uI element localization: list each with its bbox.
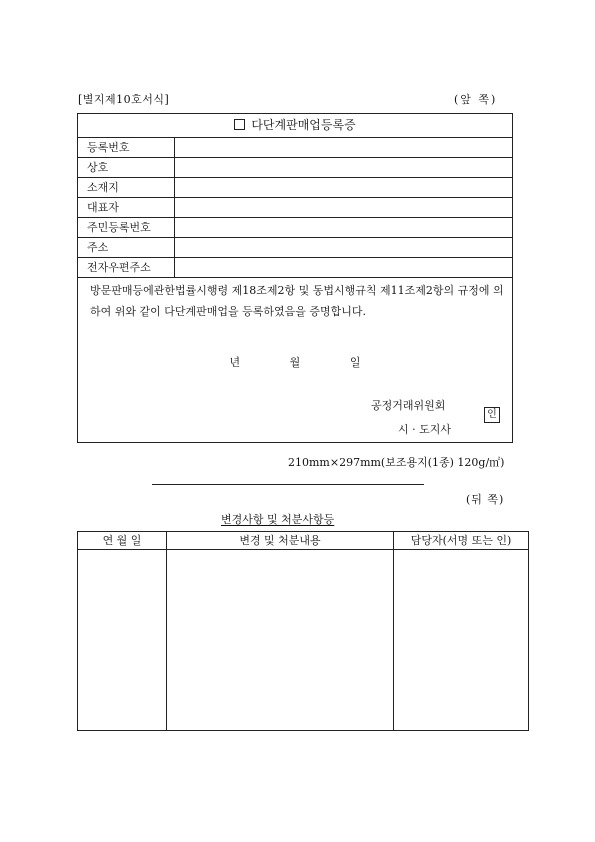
header-date: 연 월 일 [78, 532, 167, 549]
front-side-label: (앞 쪽) [454, 93, 498, 106]
field-label: 상호 [78, 158, 175, 177]
certificate-fields [78, 138, 512, 278]
form-number-label: [별지제10호서식] [78, 93, 170, 106]
issue-date [78, 354, 512, 370]
field-label: 주소 [78, 238, 175, 257]
certificate-title: 다단계판매업등록증 [251, 118, 356, 132]
changes-section-title: 변경사항 및 처분사항등 [221, 513, 335, 526]
column-divider [166, 550, 167, 730]
field-value[interactable] [175, 158, 512, 177]
paper-specification: 210mm×297mm(보조용지(1종) 120g/㎡) [288, 456, 505, 469]
date-month: 월 [289, 356, 301, 369]
field-value[interactable] [175, 138, 512, 157]
issuer-governor: 시 · 도지사 [398, 423, 451, 436]
field-value[interactable] [175, 218, 512, 237]
field-value[interactable] [175, 178, 512, 197]
field-label: 소재지 [78, 178, 175, 197]
date-day: 일 [349, 356, 361, 369]
header-change-details: 변경 및 처분내용 [167, 532, 394, 549]
field-row-registration-number [78, 138, 512, 158]
field-row-trade-name [78, 158, 512, 178]
field-value[interactable] [175, 258, 512, 277]
page-divider [152, 484, 424, 485]
certificate-title-row [78, 114, 512, 138]
column-divider [393, 550, 394, 730]
certification-statement: 방문판매등에관한법률시행령 제18조제2항 및 동법시행규칙 제11조제2항의 규정에 의하여 위와 같이 다단계판매업을 등록하였음을 증명합니다. [90, 284, 504, 318]
seal-box: 인 [484, 407, 500, 423]
field-label: 대표자 [78, 198, 175, 217]
field-value[interactable] [175, 198, 512, 217]
field-row-representative [78, 198, 512, 218]
field-label: 등록번호 [78, 138, 175, 157]
issuer-ftc: 공정거래위원회 [371, 399, 446, 412]
date-year: 년 [229, 356, 241, 369]
back-side-label: (뒤 쪽) [466, 493, 505, 506]
changes-table [77, 531, 529, 731]
field-row-location [78, 178, 512, 198]
field-row-address [78, 238, 512, 258]
registration-certificate [77, 113, 513, 443]
checkbox-icon [234, 119, 245, 130]
field-value[interactable] [175, 238, 512, 257]
field-row-email [78, 258, 512, 278]
field-label: 주민등록번호 [78, 218, 175, 237]
changes-table-header [78, 532, 528, 550]
field-label: 전자우편주소 [78, 258, 175, 277]
field-row-resident-number [78, 218, 512, 238]
header-officer: 담당자(서명 또는 인) [410, 534, 512, 547]
